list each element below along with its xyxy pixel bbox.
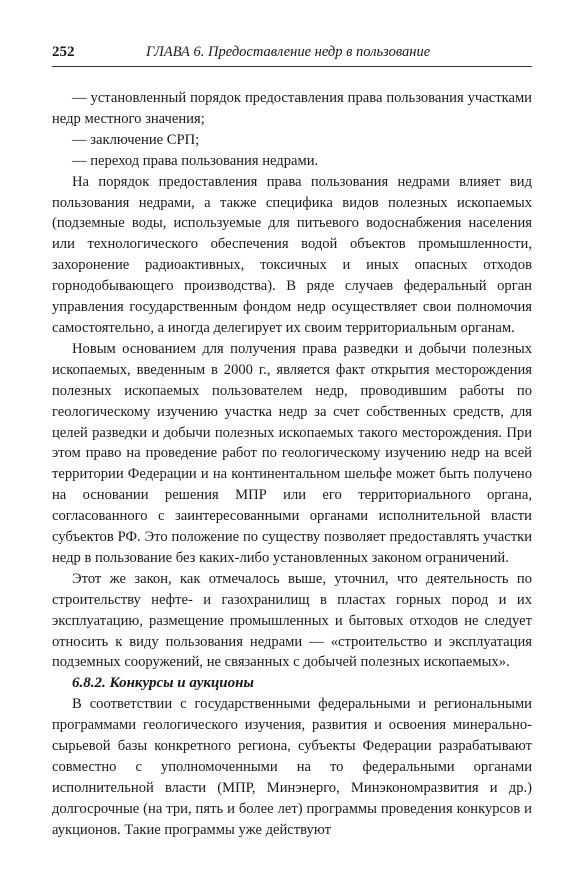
list-item: — заключение СРП; — [72, 131, 200, 148]
running-title: ГЛАВА 6. Предоставление недр в пользование — [146, 44, 431, 60]
paragraph: Новым основанием для получения права разведки и добычи полезных ископаемых, введенным в 2000 г., является факт открытия месторождения полезных ископаемых пользователем недр, проводившим работы по геологическому изучению участка недр за счет собственных средств, для целей разведки и добычи полезных ископаемых такого месторождения. При этом право на проведение работ по геологическому изучению недр на всей территории Федерации и на континентальном шельфе может быть получено на основании решения МПР или его территориального органа, согласованного с заинтересованными органами исполнительной власти субъектов РФ. Это положение по существу позволяет предоставлять участки недр в пользование без каких-либо установленных законом ограничений. — [52, 340, 532, 566]
page-body — [52, 88, 532, 841]
paragraph: Этот же закон, как отмечалось выше, уточнил, что деятельность по строительству нефте- и газохранилищ в пластах горных пород и их эксплуатацию, размещение промышленных и бытовых отходов не следует относить к виду пользования недрами — «строительство и эксплуатация подземных сооружений, не связанных с добычей полезных ископаемых». — [52, 570, 532, 671]
page-header — [52, 44, 532, 64]
header-rule — [52, 66, 532, 67]
section-heading: 6.8.2. Конкурсы и аукционы — [72, 675, 254, 692]
list-item: — установленный порядок предоставления права пользования участками недр местного значения; — [52, 90, 532, 127]
paragraph: На порядок предоставления права пользования недрами влияет вид пользования недрами, а также специфика видов полезных ископаемых (подземные воды, используемые для питьевого водоснабжения населения или технологического обеспечения водой объектов промышленности, захоронение радиоактивных, токсичных и иных опасных отходов горнодобывающего производства). В ряде случаев федеральный орган управления государственным фондом недр осуществляет свои полномочия самостоятельно, а иногда делегирует их своим территориальным органам. — [52, 173, 532, 336]
paragraph: В соответствии с государственными федеральными и региональными программами геологического изучения, развития и освоения минерально-сырьевой базы конкретного региона, субъекты Федерации разрабатывают совместно с уполномоченными на то федеральными органами исполнительной власти (МПР, Минэнерго, Минэкономразвития и др.) долгосрочные (на три, пять и более лет) программы проведения конкурсов и аукционов. Такие программы уже действуют — [52, 696, 532, 838]
list-item: — переход права пользования недрами. — [72, 152, 319, 169]
page-number: 252 — [52, 44, 75, 60]
